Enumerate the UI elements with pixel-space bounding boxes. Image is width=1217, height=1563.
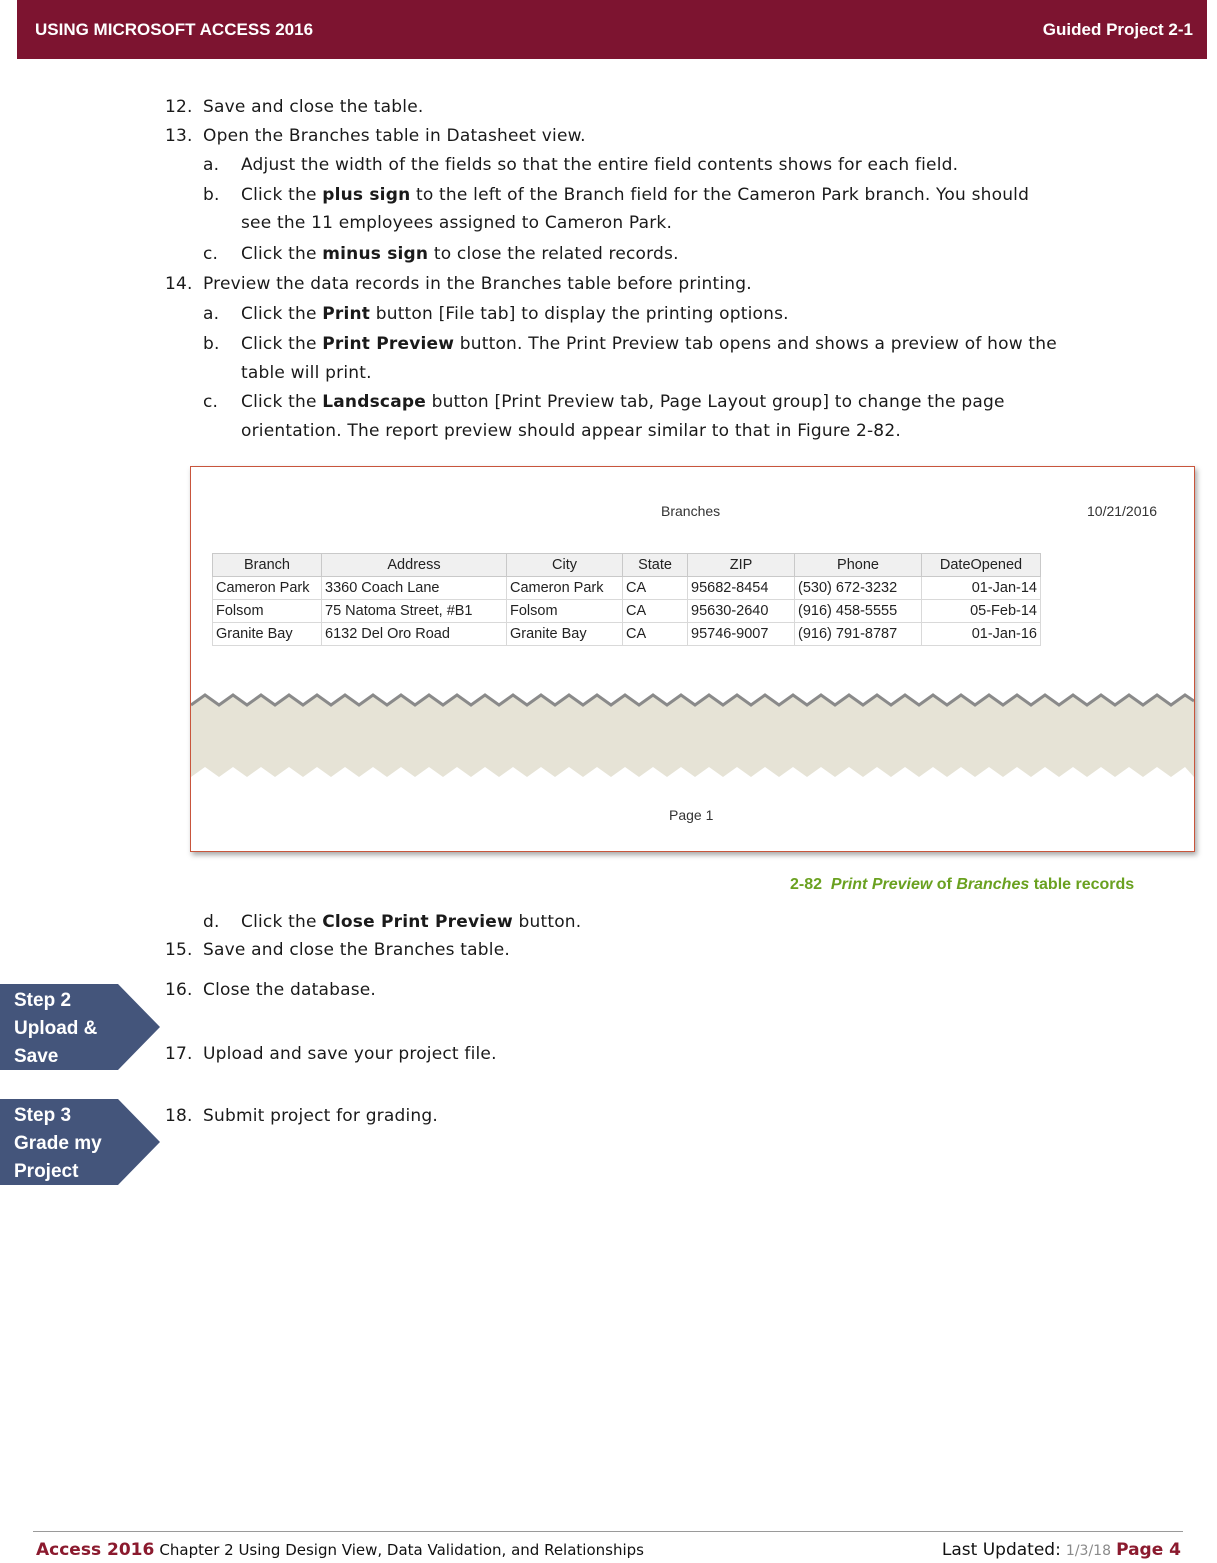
table-cell: 95630-2640 xyxy=(688,600,795,623)
footer-page-number: Page 4 xyxy=(1116,1540,1181,1560)
table-cell: CA xyxy=(623,623,688,646)
bold-term: minus sign xyxy=(322,244,429,264)
table-cell: 01-Jan-16 xyxy=(922,623,1041,646)
table-cell: Folsom xyxy=(507,600,623,623)
table-cell: 95682-8454 xyxy=(688,577,795,600)
table-cell: Cameron Park xyxy=(507,577,623,600)
bold-term: plus sign xyxy=(322,185,411,205)
footer-brand: Access 2016 xyxy=(36,1540,155,1560)
report-page-number: Page 1 xyxy=(669,807,714,823)
step-2-callout: Step 2 Upload & Save xyxy=(0,984,160,1070)
figure-caption: 2-82 Print Preview of Branches table records xyxy=(790,876,1135,893)
column-header: Address xyxy=(322,554,507,577)
header-project: Guided Project 2-1 xyxy=(1042,20,1193,39)
footer-divider xyxy=(33,1531,1183,1532)
table-cell: 05-Feb-14 xyxy=(922,600,1041,623)
column-header: Phone xyxy=(795,554,922,577)
bold-term: Print Preview xyxy=(322,334,455,354)
header-title: USING MICROSOFT ACCESS 2016 xyxy=(35,20,314,39)
table-cell: CA xyxy=(623,600,688,623)
table-cell: (916) 458-5555 xyxy=(795,600,922,623)
table-cell: Folsom xyxy=(213,600,322,623)
table-cell: 75 Natoma Street, #B1 xyxy=(322,600,507,623)
table-cell: 95746-9007 xyxy=(688,623,795,646)
page-header xyxy=(17,0,1207,59)
table-cell: Granite Bay xyxy=(507,623,623,646)
bold-term: Landscape xyxy=(322,392,426,412)
table-cell: 01-Jan-14 xyxy=(922,577,1041,600)
footer-chapter: Chapter 2 Using Design View, Data Validation, and Relationships xyxy=(159,1541,644,1559)
step-3-callout: Step 3 Grade my Project xyxy=(0,1099,160,1185)
report-title: Branches xyxy=(661,503,721,519)
table-cell: Cameron Park xyxy=(213,577,322,600)
column-header: DateOpened xyxy=(922,554,1041,577)
table-cell: (530) 672-3232 xyxy=(795,577,922,600)
bold-term: Close Print Preview xyxy=(322,912,513,932)
table-row xyxy=(213,600,1041,623)
column-header: State xyxy=(623,554,688,577)
table-cell: 6132 Del Oro Road xyxy=(322,623,507,646)
table-row xyxy=(213,577,1041,600)
print-preview-figure xyxy=(190,466,1195,852)
table-cell: (916) 791-8787 xyxy=(795,623,922,646)
table-row xyxy=(213,623,1041,646)
footer-updated-label: Last Updated: xyxy=(941,1540,1061,1560)
report-table xyxy=(212,553,1041,646)
footer-date: 1/3/18 xyxy=(1065,1543,1111,1559)
page-footer xyxy=(36,1540,1181,1562)
table-cell: 3360 Coach Lane xyxy=(322,577,507,600)
table-cell: Granite Bay xyxy=(213,623,322,646)
column-header: Branch xyxy=(213,554,322,577)
table-header-row xyxy=(213,554,1041,577)
table-cell: CA xyxy=(623,577,688,600)
bold-term: Print xyxy=(322,304,371,324)
page-break-edge xyxy=(191,687,1194,787)
column-header: City xyxy=(507,554,623,577)
report-date: 10/21/2016 xyxy=(1087,503,1158,519)
column-header: ZIP xyxy=(688,554,795,577)
